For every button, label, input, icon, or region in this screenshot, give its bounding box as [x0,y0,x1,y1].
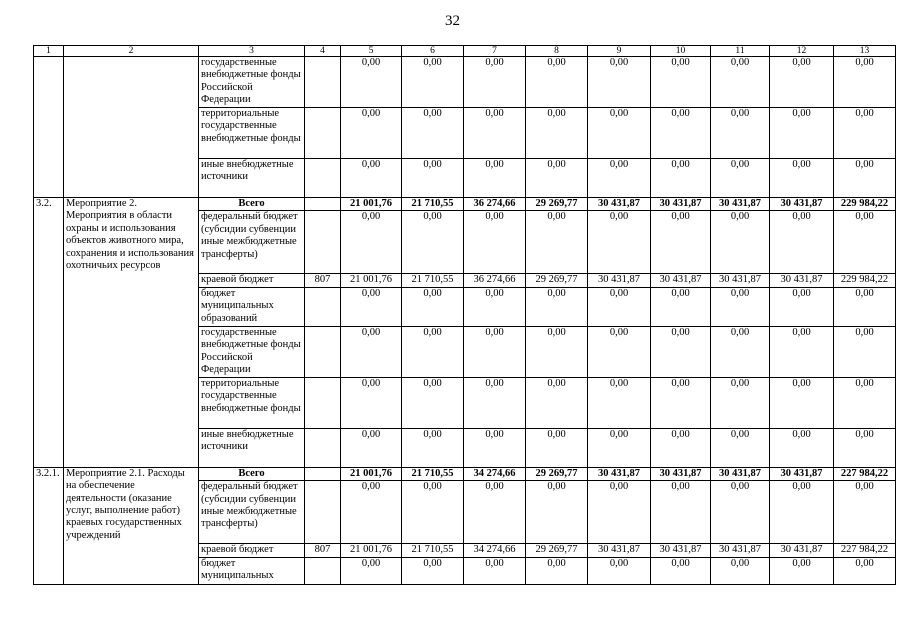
amount-cell: 0,00 [341,108,402,159]
funding-source-cell: краевой бюджет [199,544,305,557]
funding-source-cell: иные внебюджетные источники [199,159,305,198]
amount-cell: 0,00 [834,428,896,467]
amount-cell: 0,00 [770,377,834,428]
amount-cell: 0,00 [402,326,464,377]
table-row [34,198,896,211]
amount-cell: 0,00 [402,108,464,159]
grbs-code-cell [305,557,341,584]
page-number: 32 [445,13,460,29]
amount-cell: 0,00 [834,57,896,108]
amount-cell: 30 431,87 [651,274,711,287]
funding-source-cell: государственные внебюджетные фонды Российской Федерации [199,326,305,377]
amount-cell: 0,00 [526,481,588,544]
funding-source-cell: бюджет муниципальных [199,557,305,584]
funding-source-cell: федеральный бюджет (субсидии субвенции иные межбюджетные трансферты) [199,481,305,544]
amount-cell: 21 001,76 [341,544,402,557]
grbs-code-cell [305,428,341,467]
header-cell: 12 [770,46,834,57]
grbs-code-cell [305,198,341,211]
amount-cell: 0,00 [834,159,896,198]
amount-cell: 0,00 [588,57,651,108]
amount-cell: 0,00 [341,211,402,274]
amount-cell: 0,00 [341,557,402,584]
amount-cell: 21 001,76 [341,198,402,211]
amount-cell: 29 269,77 [526,198,588,211]
amount-cell: 229 984,22 [834,198,896,211]
amount-cell: 0,00 [834,557,896,584]
item-number-cell: 3.2. [34,198,64,468]
amount-cell: 0,00 [770,159,834,198]
amount-cell: 0,00 [651,108,711,159]
amount-cell: 30 431,87 [770,544,834,557]
amount-cell: 0,00 [834,287,896,326]
header-cell: 3 [199,46,305,57]
amount-cell: 0,00 [651,287,711,326]
amount-cell: 21 710,55 [402,544,464,557]
amount-cell: 0,00 [341,481,402,544]
amount-cell: 0,00 [770,108,834,159]
funding-source-cell: Всего [199,198,305,211]
amount-cell: 0,00 [402,287,464,326]
amount-cell: 0,00 [402,557,464,584]
amount-cell: 29 269,77 [526,467,588,480]
amount-cell: 0,00 [341,428,402,467]
amount-cell: 0,00 [770,557,834,584]
amount-cell: 0,00 [711,159,770,198]
amount-cell: 0,00 [770,57,834,108]
amount-cell: 30 431,87 [651,467,711,480]
header-cell: 6 [402,46,464,57]
amount-cell: 0,00 [526,57,588,108]
amount-cell: 0,00 [402,481,464,544]
amount-cell: 30 431,87 [588,274,651,287]
amount-cell: 0,00 [588,108,651,159]
amount-cell: 0,00 [651,57,711,108]
amount-cell: 0,00 [651,428,711,467]
funding-source-cell: государственные внебюджетные фонды Российской Федерации [199,57,305,108]
amount-cell: 30 431,87 [770,467,834,480]
item-number-cell: 3.2.1. [34,467,64,584]
amount-cell: 0,00 [834,377,896,428]
amount-cell: 30 431,87 [711,467,770,480]
grbs-code-cell [305,57,341,108]
amount-cell: 30 431,87 [770,274,834,287]
table-row [34,57,896,108]
header-cell: 11 [711,46,770,57]
amount-cell: 0,00 [464,57,526,108]
amount-cell: 0,00 [588,287,651,326]
amount-cell: 0,00 [402,211,464,274]
amount-cell: 21 710,55 [402,467,464,480]
amount-cell: 227 984,22 [834,544,896,557]
amount-cell: 29 269,77 [526,274,588,287]
amount-cell: 0,00 [526,108,588,159]
grbs-code-cell: 807 [305,274,341,287]
amount-cell: 0,00 [651,557,711,584]
amount-cell: 0,00 [341,287,402,326]
amount-cell: 0,00 [588,377,651,428]
amount-cell: 0,00 [526,377,588,428]
amount-cell: 0,00 [711,211,770,274]
amount-cell: 0,00 [651,159,711,198]
grbs-code-cell [305,467,341,480]
amount-cell: 36 274,66 [464,198,526,211]
amount-cell: 36 274,66 [464,274,526,287]
amount-cell: 229 984,22 [834,274,896,287]
amount-cell: 0,00 [464,481,526,544]
amount-cell: 227 984,22 [834,467,896,480]
amount-cell: 0,00 [588,159,651,198]
amount-cell: 0,00 [588,211,651,274]
budget-table [33,45,896,585]
header-cell: 5 [341,46,402,57]
amount-cell: 0,00 [711,428,770,467]
amount-cell: 0,00 [464,108,526,159]
amount-cell: 30 431,87 [711,544,770,557]
amount-cell: 0,00 [464,377,526,428]
amount-cell: 0,00 [770,481,834,544]
table-row [34,467,896,480]
amount-cell: 0,00 [526,159,588,198]
amount-cell: 30 431,87 [651,198,711,211]
amount-cell: 0,00 [464,557,526,584]
funding-source-cell: территориальные государственные внебюджетные фонды [199,108,305,159]
amount-cell: 0,00 [711,557,770,584]
amount-cell: 0,00 [402,159,464,198]
item-number-cell [34,57,64,198]
amount-cell: 0,00 [464,326,526,377]
grbs-code-cell [305,377,341,428]
amount-cell: 0,00 [711,377,770,428]
amount-cell: 0,00 [651,481,711,544]
amount-cell: 30 431,87 [770,198,834,211]
amount-cell: 0,00 [770,326,834,377]
amount-cell: 30 431,87 [588,467,651,480]
amount-cell: 0,00 [526,557,588,584]
amount-cell: 0,00 [770,428,834,467]
grbs-code-cell [305,326,341,377]
table-body [34,46,896,585]
amount-cell: 0,00 [651,377,711,428]
amount-cell: 0,00 [402,377,464,428]
amount-cell: 0,00 [464,211,526,274]
amount-cell: 30 431,87 [588,544,651,557]
amount-cell: 0,00 [834,326,896,377]
amount-cell: 0,00 [526,287,588,326]
funding-source-cell: территориальные государственные внебюджетные фонды [199,377,305,428]
amount-cell: 0,00 [588,481,651,544]
amount-cell: 0,00 [834,211,896,274]
header-cell: 1 [34,46,64,57]
amount-cell: 0,00 [770,211,834,274]
header-cell: 4 [305,46,341,57]
amount-cell: 0,00 [711,481,770,544]
amount-cell: 21 710,55 [402,274,464,287]
amount-cell: 21 710,55 [402,198,464,211]
amount-cell: 0,00 [341,326,402,377]
amount-cell: 0,00 [711,287,770,326]
funding-source-cell: иные внебюджетные источники [199,428,305,467]
amount-cell: 29 269,77 [526,544,588,557]
amount-cell: 0,00 [651,326,711,377]
funding-source-cell: краевой бюджет [199,274,305,287]
amount-cell: 21 001,76 [341,467,402,480]
grbs-code-cell [305,108,341,159]
item-name-cell [64,57,199,198]
funding-source-cell: Всего [199,467,305,480]
grbs-code-cell [305,159,341,198]
amount-cell: 30 431,87 [651,544,711,557]
amount-cell: 0,00 [651,211,711,274]
amount-cell: 21 001,76 [341,274,402,287]
amount-cell: 30 431,87 [711,274,770,287]
grbs-code-cell [305,211,341,274]
item-name-cell: Мероприятие 2. Мероприятия в области охраны и использования объектов животного мира, сохранения и использования охотничьих ресурсов [64,198,199,468]
amount-cell: 0,00 [711,108,770,159]
amount-cell: 0,00 [341,377,402,428]
amount-cell: 0,00 [770,287,834,326]
grbs-code-cell [305,481,341,544]
amount-cell: 0,00 [341,57,402,108]
amount-cell: 0,00 [588,557,651,584]
amount-cell: 0,00 [464,287,526,326]
amount-cell: 0,00 [526,211,588,274]
amount-cell: 0,00 [402,428,464,467]
amount-cell: 0,00 [588,428,651,467]
grbs-code-cell [305,287,341,326]
amount-cell: 0,00 [711,57,770,108]
header-cell: 7 [464,46,526,57]
header-cell: 2 [64,46,199,57]
amount-cell: 0,00 [588,326,651,377]
header-row [34,46,896,57]
amount-cell: 0,00 [526,326,588,377]
header-cell: 10 [651,46,711,57]
amount-cell: 34 274,66 [464,544,526,557]
amount-cell: 0,00 [464,159,526,198]
amount-cell: 0,00 [464,428,526,467]
amount-cell: 0,00 [526,428,588,467]
amount-cell: 0,00 [711,326,770,377]
funding-source-cell: бюджет муниципальных образований [199,287,305,326]
item-name-cell: Мероприятие 2.1. Расходы на обеспечение деятельности (оказание услуг, выполнение работ) краевых государственных учреждений [64,467,199,584]
amount-cell: 0,00 [341,159,402,198]
amount-cell: 30 431,87 [711,198,770,211]
amount-cell: 34 274,66 [464,467,526,480]
header-cell: 13 [834,46,896,57]
header-cell: 8 [526,46,588,57]
amount-cell: 0,00 [834,481,896,544]
header-cell: 9 [588,46,651,57]
amount-cell: 0,00 [834,108,896,159]
funding-source-cell: федеральный бюджет (субсидии субвенции иные межбюджетные трансферты) [199,211,305,274]
amount-cell: 0,00 [402,57,464,108]
amount-cell: 30 431,87 [588,198,651,211]
grbs-code-cell: 807 [305,544,341,557]
